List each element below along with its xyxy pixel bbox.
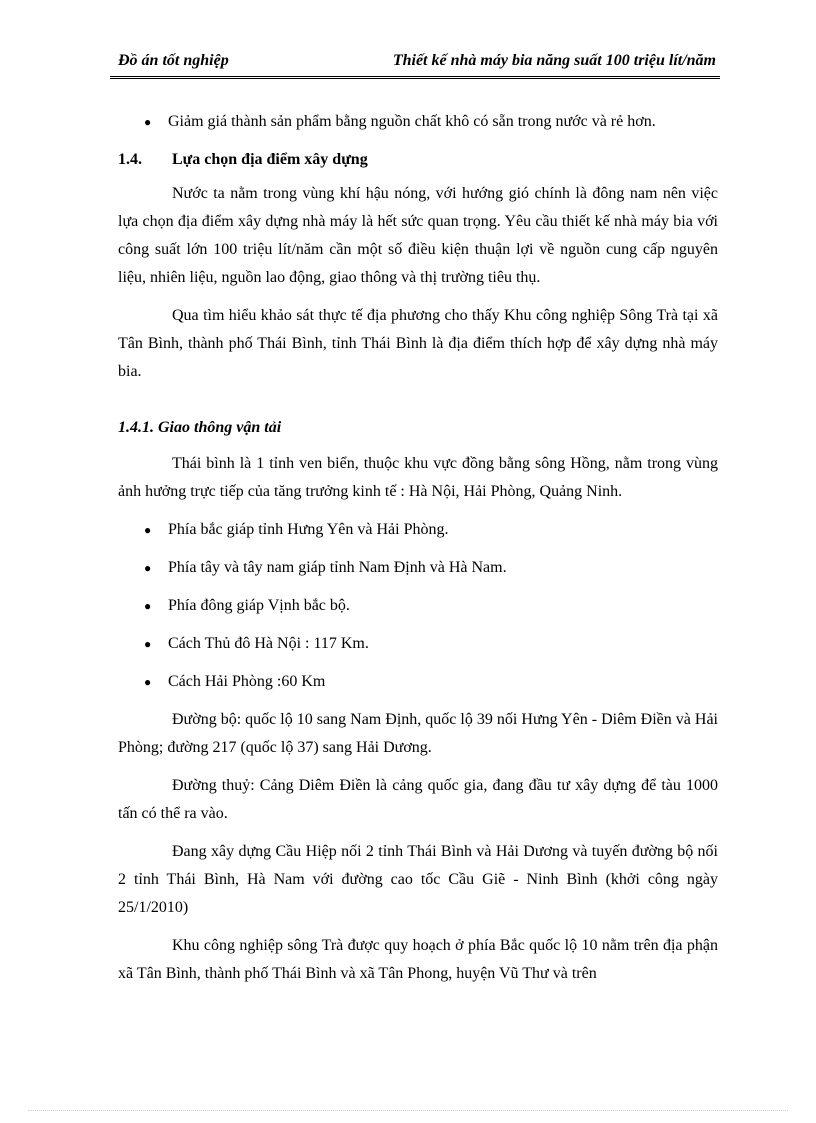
list-item bbox=[118, 516, 718, 544]
paragraph: Khu công nghiệp sông Trà được quy hoạch ở phía Bắc quốc lộ 10 nằm trên địa phận xã Tân Bình, thành phố Thái Bình và xã Tân Phong, huyện Vũ Thư và trên bbox=[118, 937, 718, 982]
bullet-icon: ● bbox=[144, 115, 152, 129]
section-number: 1.4. bbox=[118, 151, 142, 168]
paragraph: Đang xây dựng Cầu Hiệp nối 2 tỉnh Thái Bình và Hải Dương và tuyến đường bộ nối 2 tỉnh Thái Bình, Hà Nam với đường cao tốc Cầu Giẽ - Ninh Bình (khởi công ngày 25/1/2010) bbox=[118, 843, 718, 916]
section-heading bbox=[118, 146, 718, 174]
section-title: Lựa chọn địa điểm xây dựng bbox=[172, 151, 368, 168]
list-item-text: Cách Thủ đô Hà Nội : 117 Km. bbox=[168, 635, 369, 652]
bullet-icon: ● bbox=[144, 637, 152, 651]
document-body bbox=[118, 108, 718, 998]
list-item bbox=[118, 554, 718, 582]
list-item-text: Giảm giá thành sản phẩm bằng nguồn chất khô có sẵn trong nước và rẻ hơn. bbox=[168, 113, 656, 130]
paragraph: Nước ta nằm trong vùng khí hậu nóng, với hướng gió chính là đông nam nên việc lựa chọn địa điểm xây dựng nhà máy là hết sức quan trọng. Yêu cầu thiết kế nhà máy bia với công suất lớn 100 triệu lít/năm cần một số điều kiện thuận lợi về nguồn cung cấp nguyên liệu, nhiên liệu, nguồn lao động, giao thông và thị trường tiêu thụ. bbox=[118, 185, 718, 286]
paragraph: Qua tìm hiểu khảo sát thực tế địa phương cho thấy Khu công nghiệp Sông Trà tại xã Tân Bình, thành phố Thái Bình, tỉnh Thái Bình là địa điểm thích hợp để xây dựng nhà máy bia. bbox=[118, 307, 718, 380]
bullet-icon: ● bbox=[144, 561, 152, 575]
subsection-heading: 1.4.1. Giao thông vận tải bbox=[118, 419, 282, 436]
paragraph: Thái bình là 1 tỉnh ven biển, thuộc khu vực đồng bằng sông Hồng, nằm trong vùng ảnh hưởng trực tiếp của tăng trưởng kinh tế : Hà Nội, Hải Phòng, Quảng Ninh. bbox=[118, 455, 718, 500]
header-right-title: Thiết kế nhà máy bia năng suất 100 triệu lít/năm bbox=[392, 52, 716, 69]
list-item-text: Phía đông giáp Vịnh bắc bộ. bbox=[168, 597, 350, 614]
paragraph: Đường thuỷ: Cảng Diêm Điền là cảng quốc gia, đang đầu tư xây dựng để tàu 1000 tấn có thể ra vào. bbox=[118, 777, 718, 822]
bullet-icon: ● bbox=[144, 523, 152, 537]
list-item-text: Phía tây và tây nam giáp tỉnh Nam Định và Hà Nam. bbox=[168, 559, 507, 576]
list-item bbox=[118, 668, 718, 696]
page-header bbox=[110, 50, 720, 79]
bullet-icon: ● bbox=[144, 675, 152, 689]
list-item bbox=[118, 630, 718, 658]
list-item-text: Cách Hải Phòng :60 Km bbox=[168, 673, 326, 690]
paragraph: Đường bộ: quốc lộ 10 sang Nam Định, quốc lộ 39 nối Hưng Yên - Diêm Điền và Hải Phòng; đường 217 (quốc lộ 37) sang Hải Dương. bbox=[118, 711, 718, 756]
bullet-icon: ● bbox=[144, 599, 152, 613]
header-left-title: Đồ án tốt nghiệp bbox=[118, 52, 229, 69]
page-bottom-divider bbox=[28, 1110, 788, 1111]
list-item bbox=[118, 592, 718, 620]
list-item bbox=[118, 108, 718, 136]
list-item-text: Phía bắc giáp tỉnh Hưng Yên và Hải Phòng. bbox=[168, 521, 449, 538]
